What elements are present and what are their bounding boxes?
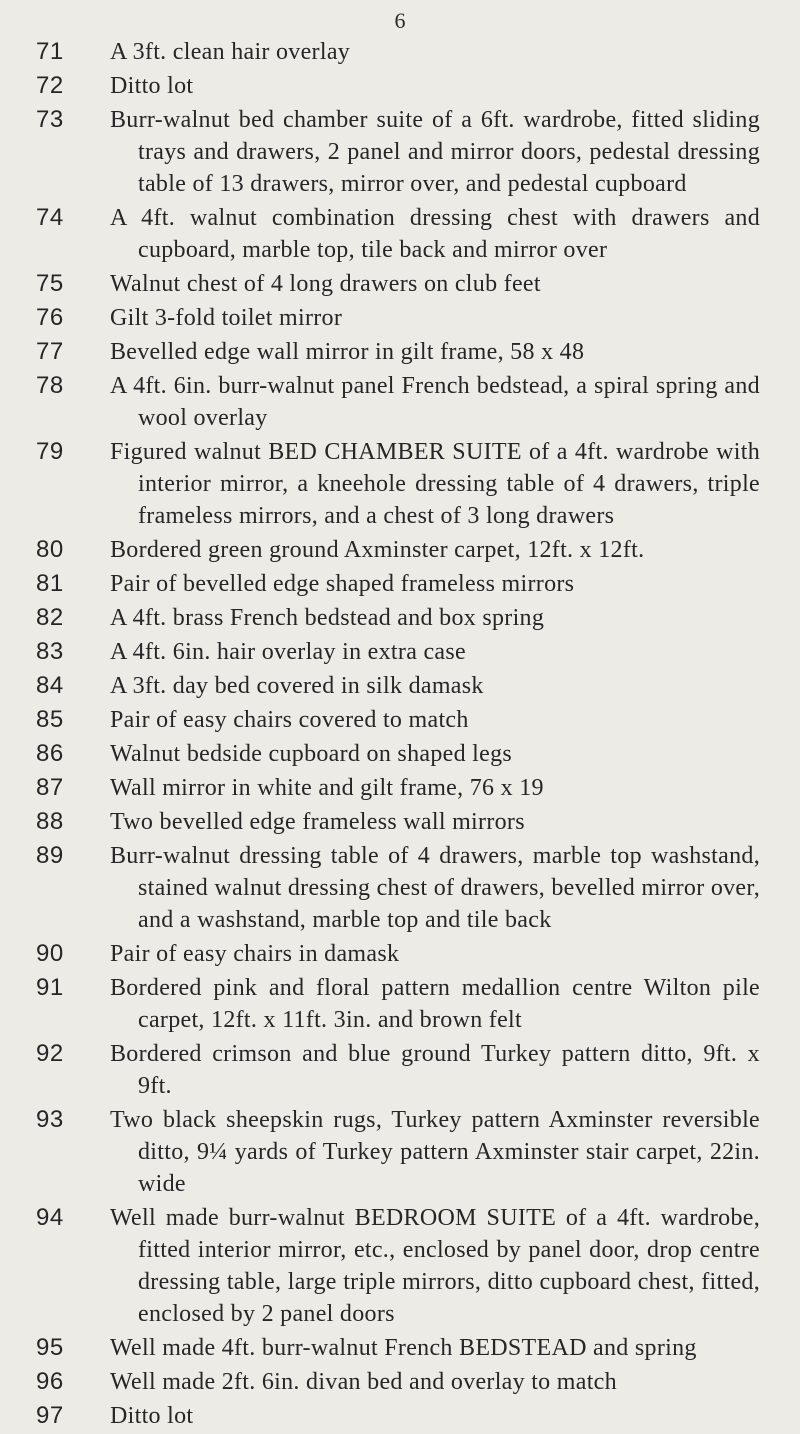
lot-entry [0,104,800,200]
lot-number: 86 [36,740,64,767]
lot-entry [0,1332,800,1364]
lot-number: 80 [36,536,64,563]
lot-entry [0,636,800,668]
lot-number: 89 [36,842,64,869]
lot-number: 72 [36,72,64,99]
lot-entry [0,938,800,970]
lot-entry [0,1400,800,1432]
lot-description: Burr-walnut dressing table of 4 drawers, marble top washstand, stained walnut dressing chest of drawers, bevelled mirror over, and a washstand, marble top and tile back [110,843,760,933]
lot-description: A 3ft. clean hair overlay [110,39,351,65]
lot-entry [0,302,800,334]
lot-number: 76 [36,304,64,331]
lot-description: Bevelled edge wall mirror in gilt frame, 58 x 48 [110,339,585,365]
lot-description: Well made 4ft. burr-walnut French BEDSTEAD and spring [110,1335,697,1361]
lot-number: 74 [36,204,64,231]
lot-entry [0,1202,800,1330]
lot-number: 81 [36,570,64,597]
lot-entry [0,36,800,68]
lot-number: 93 [36,1106,64,1133]
lot-entry [0,568,800,600]
lot-description: Two bevelled edge frameless wall mirrors [110,809,525,835]
lot-description: Walnut bedside cupboard on shaped legs [110,741,513,767]
lot-number: 77 [36,338,64,365]
lot-entry [0,1038,800,1102]
lot-number: 96 [36,1368,64,1395]
lot-entry [0,806,800,838]
lot-description: Bordered pink and floral pattern medallion centre Wilton pile carpet, 12ft. x 11ft. 3in. and brown felt [110,975,760,1033]
lot-number: 90 [36,940,64,967]
lot-entry [0,202,800,266]
lot-description: Bordered green ground Axminster carpet, 12ft. x 12ft. [110,537,645,563]
lot-description: A 4ft. 6in. hair overlay in extra case [110,639,466,665]
lot-entry [0,1104,800,1200]
lot-description: Pair of bevelled edge shaped frameless mirrors [110,571,575,597]
lot-number: 75 [36,270,64,297]
lot-description: Ditto lot [110,1403,194,1429]
lot-description: A 4ft. brass French bedstead and box spring [110,605,545,631]
page-number: 6 [394,8,406,33]
lot-description: A 4ft. walnut combination dressing chest with drawers and cupboard, marble top, tile back and mirror over [110,205,760,263]
lot-entry [0,772,800,804]
lot-entry [0,972,800,1036]
lot-entry [0,1366,800,1398]
lot-number: 94 [36,1204,64,1231]
lot-number: 82 [36,604,64,631]
lot-entry [0,738,800,770]
lot-entry [0,670,800,702]
lot-entry [0,840,800,936]
lot-entry [0,70,800,102]
lot-entry [0,370,800,434]
lot-description: Two black sheepskin rugs, Turkey pattern Axminster reversible ditto, 9¼ yards of Turkey pattern Axminster stair carpet, 22in. wide [110,1107,760,1197]
lot-number: 83 [36,638,64,665]
lot-description: Pair of easy chairs in damask [110,941,400,967]
lot-description: Figured walnut BED CHAMBER SUITE of a 4ft. wardrobe with interior mirror, a kneehole dressing table of 4 drawers, triple frameless mirrors, and a chest of 3 long drawers [110,439,760,529]
lot-entry [0,336,800,368]
lot-description: Burr-walnut bed chamber suite of a 6ft. wardrobe, fitted sliding trays and drawers, 2 panel and mirror doors, pedestal dressing table of 13 drawers, mirror over, and pedestal cupboard [110,107,760,197]
lot-description: Pair of easy chairs covered to match [110,707,469,733]
lot-number: 88 [36,808,64,835]
lot-number: 91 [36,974,64,1001]
lot-number: 71 [36,38,64,65]
lot-number: 87 [36,774,64,801]
lot-number: 95 [36,1334,64,1361]
lot-entry [0,268,800,300]
lot-number: 85 [36,706,64,733]
lot-description: Wall mirror in white and gilt frame, 76 x 19 [110,775,544,801]
lot-description: Well made 2ft. 6in. divan bed and overlay to match [110,1369,617,1395]
lot-number: 92 [36,1040,64,1067]
lot-entry [0,436,800,532]
lot-description: Well made burr-walnut BEDROOM SUITE of a 4ft. wardrobe, fitted interior mirror, etc., enclosed by panel door, drop centre dressing table, large triple mirrors, ditto cupboard chest, fitted, enclosed by 2 panel doors [110,1205,760,1327]
lot-entry [0,534,800,566]
lot-entry [0,704,800,736]
lot-description: Gilt 3-fold toilet mirror [110,305,343,331]
lot-entry [0,602,800,634]
lot-number: 97 [36,1402,64,1429]
lot-list [0,36,800,1434]
lot-number: 73 [36,106,64,133]
lot-description: Ditto lot [110,73,194,99]
lot-description: A 4ft. 6in. burr-walnut panel French bedstead, a spiral spring and wool overlay [110,373,760,431]
lot-description: Walnut chest of 4 long drawers on club feet [110,271,541,297]
lot-number: 84 [36,672,64,699]
lot-description: A 3ft. day bed covered in silk damask [110,673,484,699]
lot-description: Bordered crimson and blue ground Turkey pattern ditto, 9ft. x 9ft. [110,1041,760,1099]
lot-number: 78 [36,372,64,399]
lot-number: 79 [36,438,64,465]
